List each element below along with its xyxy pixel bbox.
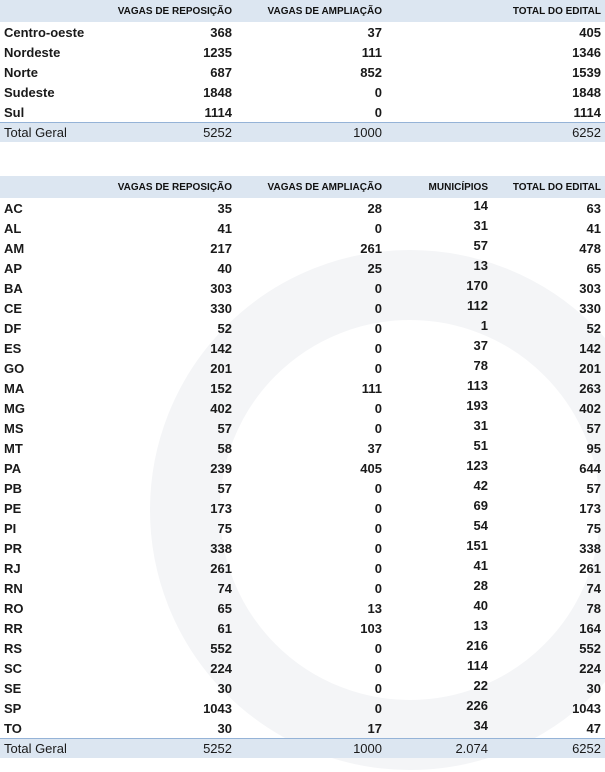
table-cell: 1114 bbox=[204, 104, 232, 120]
table-cell: 1043 bbox=[203, 700, 232, 716]
table-row bbox=[0, 318, 605, 338]
table-cell: 35 bbox=[217, 200, 232, 216]
table-row bbox=[0, 82, 605, 102]
table-cell: 47 bbox=[586, 720, 601, 736]
table-cell: 0 bbox=[374, 420, 382, 436]
table-cell: 405 bbox=[579, 24, 601, 40]
table-cell: 17 bbox=[367, 720, 382, 736]
table-row bbox=[0, 538, 605, 558]
table-row bbox=[0, 102, 605, 123]
total-cell: 6252 bbox=[386, 123, 605, 143]
table-cell: 40 bbox=[217, 260, 232, 276]
table-cell: 239 bbox=[210, 460, 232, 476]
table-row bbox=[0, 338, 605, 358]
table-cell: 14 bbox=[473, 198, 488, 213]
table-cell: 263 bbox=[579, 380, 601, 396]
table-row bbox=[0, 298, 605, 318]
table-cell: 41 bbox=[473, 558, 488, 573]
table-cell: 552 bbox=[210, 640, 232, 656]
table-cell: 303 bbox=[579, 280, 601, 296]
row-label: Sudeste bbox=[4, 84, 55, 100]
table-cell: 0 bbox=[374, 560, 382, 576]
table-cell: 0 bbox=[374, 104, 382, 120]
table-row bbox=[0, 518, 605, 538]
row-label: MA bbox=[4, 380, 25, 396]
row-label: MS bbox=[4, 420, 24, 436]
table-cell: 78 bbox=[586, 600, 601, 616]
table-cell: 52 bbox=[586, 320, 601, 336]
table-cell: 552 bbox=[579, 640, 601, 656]
states-table-body bbox=[0, 198, 605, 739]
table-cell: 0 bbox=[374, 540, 382, 556]
row-label: RR bbox=[4, 620, 23, 636]
table-cell: 0 bbox=[374, 220, 382, 236]
table-cell: 1235 bbox=[203, 44, 232, 60]
table-cell: 173 bbox=[579, 500, 601, 516]
table-cell: 65 bbox=[586, 260, 601, 276]
table-cell: 0 bbox=[374, 280, 382, 296]
table-cell: 30 bbox=[217, 680, 232, 696]
table-cell: 0 bbox=[374, 640, 382, 656]
row-label: AL bbox=[4, 220, 22, 236]
table-cell: 0 bbox=[374, 340, 382, 356]
table-cell: 0 bbox=[374, 680, 382, 696]
row-label: MG bbox=[4, 400, 25, 416]
table-cell: 261 bbox=[210, 560, 232, 576]
column-header: MUNICÍPIOS bbox=[386, 176, 492, 198]
row-label: TO bbox=[4, 720, 22, 736]
table-cell: 112 bbox=[467, 298, 488, 313]
table-cell: 142 bbox=[210, 340, 232, 356]
table-cell: 170 bbox=[466, 278, 488, 293]
column-header: VAGAS DE REPOSIÇÃO bbox=[108, 176, 236, 198]
table-cell: 338 bbox=[210, 540, 232, 556]
table-cell: 201 bbox=[210, 360, 232, 376]
row-label: Centro-oeste bbox=[4, 24, 85, 40]
table-cell: 164 bbox=[579, 620, 601, 636]
table-cell: 405 bbox=[360, 460, 382, 476]
table-row bbox=[0, 62, 605, 82]
table-cell: 51 bbox=[473, 438, 488, 453]
table-cell: 142 bbox=[579, 340, 601, 356]
table-row bbox=[0, 42, 605, 62]
table-cell: 201 bbox=[579, 360, 601, 376]
row-label: Nordeste bbox=[4, 44, 61, 60]
table-cell: 75 bbox=[217, 520, 232, 536]
column-header: TOTAL DO EDITAL bbox=[386, 0, 605, 22]
table-cell: 0 bbox=[374, 700, 382, 716]
row-label: AC bbox=[4, 200, 23, 216]
table-cell: 22 bbox=[473, 678, 488, 693]
table-cell: 151 bbox=[466, 538, 488, 553]
table-cell: 57 bbox=[473, 238, 488, 253]
row-label: RJ bbox=[4, 560, 21, 576]
row-label: CE bbox=[4, 300, 23, 316]
table-row bbox=[0, 378, 605, 398]
table-cell: 30 bbox=[217, 720, 232, 736]
table-cell: 28 bbox=[367, 200, 382, 216]
total-cell: 5252 bbox=[108, 739, 236, 759]
table-row bbox=[0, 698, 605, 718]
table-cell: 13 bbox=[473, 258, 488, 273]
table-cell: 52 bbox=[217, 320, 232, 336]
total-cell: 5252 bbox=[108, 123, 236, 143]
table-row bbox=[0, 598, 605, 618]
table-row bbox=[0, 198, 605, 218]
table-cell: 338 bbox=[579, 540, 601, 556]
table-row bbox=[0, 238, 605, 258]
table-cell: 330 bbox=[579, 300, 601, 316]
table-cell: 31 bbox=[473, 418, 488, 433]
table-cell: 687 bbox=[210, 64, 232, 80]
row-label: SE bbox=[4, 680, 22, 696]
table-cell: 193 bbox=[466, 398, 488, 413]
table-cell: 0 bbox=[374, 400, 382, 416]
table-cell: 1346 bbox=[572, 44, 601, 60]
table-cell: 57 bbox=[217, 420, 232, 436]
table-cell: 74 bbox=[217, 580, 232, 596]
table-cell: 330 bbox=[210, 300, 232, 316]
table-row bbox=[0, 438, 605, 458]
table-cell: 41 bbox=[586, 220, 601, 236]
total-label: Total Geral bbox=[0, 123, 108, 143]
row-label: PR bbox=[4, 540, 23, 556]
table-cell: 303 bbox=[210, 280, 232, 296]
table-cell: 31 bbox=[473, 218, 488, 233]
states-table-header bbox=[0, 176, 605, 198]
total-cell: 1000 bbox=[236, 123, 386, 143]
table-row bbox=[0, 22, 605, 42]
table-cell: 103 bbox=[360, 620, 382, 636]
table-cell: 114 bbox=[467, 658, 488, 673]
table-cell: 61 bbox=[217, 620, 232, 636]
table-cell: 0 bbox=[374, 580, 382, 596]
column-header: TOTAL DO EDITAL bbox=[492, 176, 605, 198]
table-cell: 95 bbox=[586, 440, 601, 456]
table-cell: 0 bbox=[374, 480, 382, 496]
table-cell: 63 bbox=[586, 200, 601, 216]
total-cell: 1000 bbox=[236, 739, 386, 759]
table-row bbox=[0, 658, 605, 678]
table-cell: 224 bbox=[210, 660, 232, 676]
column-header: VAGAS DE AMPLIAÇÃO bbox=[236, 176, 386, 198]
row-label: PB bbox=[4, 480, 23, 496]
states-table-total bbox=[0, 739, 605, 759]
table-cell: 42 bbox=[473, 478, 488, 493]
row-label: AP bbox=[4, 260, 23, 276]
table-cell: 152 bbox=[210, 380, 232, 396]
table-cell: 74 bbox=[586, 580, 601, 596]
table-cell: 25 bbox=[367, 260, 382, 276]
table-row bbox=[0, 398, 605, 418]
row-label: GO bbox=[4, 360, 25, 376]
row-label: BA bbox=[4, 280, 23, 296]
table-cell: 1114 bbox=[573, 104, 601, 120]
table-cell: 57 bbox=[217, 480, 232, 496]
table-cell: 1 bbox=[480, 318, 488, 333]
table-cell: 75 bbox=[586, 520, 601, 536]
table-cell: 41 bbox=[217, 220, 232, 236]
table-cell: 78 bbox=[473, 358, 488, 373]
total-label: Total Geral bbox=[0, 739, 108, 759]
table-cell: 111 bbox=[361, 380, 382, 396]
row-label: RS bbox=[4, 640, 23, 656]
table-row bbox=[0, 498, 605, 518]
table-cell: 40 bbox=[473, 598, 488, 613]
row-label: PE bbox=[4, 500, 22, 516]
row-label: PA bbox=[4, 460, 22, 476]
column-header bbox=[0, 176, 108, 198]
table-cell: 54 bbox=[473, 518, 488, 533]
table-row bbox=[0, 278, 605, 298]
table-row bbox=[0, 418, 605, 438]
table-cell: 65 bbox=[217, 600, 232, 616]
table-cell: 1539 bbox=[572, 64, 601, 80]
table-cell: 644 bbox=[579, 460, 601, 476]
table-cell: 13 bbox=[367, 600, 382, 616]
row-label: Norte bbox=[4, 64, 38, 80]
table-cell: 28 bbox=[473, 578, 488, 593]
table-cell: 1848 bbox=[203, 84, 232, 100]
row-label: RO bbox=[4, 600, 24, 616]
row-label: ES bbox=[4, 340, 22, 356]
regions-table-total bbox=[0, 123, 605, 143]
table-cell: 261 bbox=[579, 560, 601, 576]
table-cell: 216 bbox=[466, 638, 488, 653]
table-cell: 69 bbox=[473, 498, 488, 513]
table-cell: 261 bbox=[360, 240, 382, 256]
states-table bbox=[0, 176, 605, 758]
table-cell: 217 bbox=[210, 240, 232, 256]
table-cell: 0 bbox=[374, 320, 382, 336]
column-header: VAGAS DE AMPLIAÇÃO bbox=[236, 0, 386, 22]
row-label: MT bbox=[4, 440, 23, 456]
table-cell: 0 bbox=[374, 300, 382, 316]
row-label: Sul bbox=[4, 104, 25, 120]
table-cell: 0 bbox=[374, 360, 382, 376]
total-cell: 6252 bbox=[492, 739, 605, 759]
table-row bbox=[0, 558, 605, 578]
row-label: PI bbox=[4, 520, 17, 536]
table-cell: 37 bbox=[367, 440, 382, 456]
table-cell: 402 bbox=[210, 400, 232, 416]
table-row bbox=[0, 258, 605, 278]
table-cell: 226 bbox=[466, 698, 488, 713]
regions-table-header bbox=[0, 0, 605, 22]
row-label: SP bbox=[4, 700, 22, 716]
table-row bbox=[0, 478, 605, 498]
table-cell: 57 bbox=[586, 480, 601, 496]
row-label: SC bbox=[4, 660, 23, 676]
table-cell: 58 bbox=[217, 440, 232, 456]
regions-table bbox=[0, 0, 605, 142]
table-cell: 37 bbox=[367, 24, 382, 40]
table-cell: 13 bbox=[473, 618, 488, 633]
table-cell: 0 bbox=[374, 520, 382, 536]
table-cell: 111 bbox=[361, 44, 382, 60]
table-cell: 1848 bbox=[572, 84, 601, 100]
table-row bbox=[0, 458, 605, 478]
table-cell: 478 bbox=[579, 240, 601, 256]
table-cell: 224 bbox=[579, 660, 601, 676]
table-cell: 37 bbox=[473, 338, 488, 353]
table-row bbox=[0, 678, 605, 698]
table-row bbox=[0, 638, 605, 658]
table-row bbox=[0, 718, 605, 739]
row-label: DF bbox=[4, 320, 22, 336]
table-cell: 173 bbox=[210, 500, 232, 516]
table-cell: 1043 bbox=[572, 700, 601, 716]
table-cell: 368 bbox=[210, 24, 232, 40]
column-header bbox=[0, 0, 108, 22]
row-label: RN bbox=[4, 580, 23, 596]
regions-table-body bbox=[0, 22, 605, 123]
total-cell: 2.074 bbox=[386, 739, 492, 759]
table-cell: 0 bbox=[374, 660, 382, 676]
column-header: VAGAS DE REPOSIÇÃO bbox=[108, 0, 236, 22]
row-label: AM bbox=[4, 240, 25, 256]
table-row bbox=[0, 618, 605, 638]
table-cell: 852 bbox=[360, 64, 382, 80]
table-cell: 0 bbox=[374, 84, 382, 100]
table-cell: 0 bbox=[374, 500, 382, 516]
table-row bbox=[0, 578, 605, 598]
table-cell: 402 bbox=[579, 400, 601, 416]
table-cell: 123 bbox=[466, 458, 488, 473]
table-cell: 57 bbox=[586, 420, 601, 436]
table-row bbox=[0, 358, 605, 378]
table-row bbox=[0, 218, 605, 238]
table-cell: 30 bbox=[586, 680, 601, 696]
table-cell: 34 bbox=[473, 718, 488, 733]
table-cell: 113 bbox=[467, 378, 488, 393]
